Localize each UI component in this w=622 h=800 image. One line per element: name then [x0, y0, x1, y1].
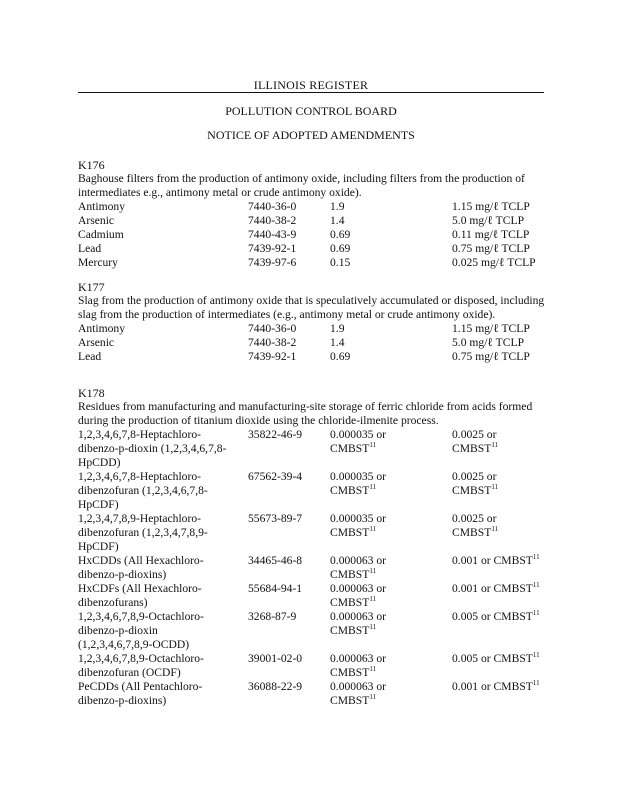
cas-number: 7439-92-1: [248, 242, 297, 255]
constituent-name: Antimony: [78, 200, 126, 213]
wastewater-standard: [330, 652, 452, 680]
cas-number-line: 3268-87-9: [248, 610, 297, 623]
cas-number-line: 55684-94-1: [248, 582, 303, 595]
constituent-name-line: dibenzofuran (1,2,3,4,7,8,9-: [78, 526, 208, 539]
constituent-name-line: dibenzo-p-dioxins): [78, 568, 167, 581]
table-row: [78, 350, 548, 364]
nonwastewater-standard-line: 0.001 or CMBST$^{11}$: [452, 553, 540, 567]
nonwastewater-standard: [452, 680, 548, 708]
constituent-name: Mercury: [78, 256, 118, 269]
waste-code: K178: [78, 386, 105, 400]
constituent-name-line: (1,2,3,4,6,7,8,9-OCDD): [78, 638, 190, 651]
constituent-name: [78, 512, 248, 554]
table-row: [78, 200, 548, 214]
notice-title: NOTICE OF ADOPTED AMENDMENTS: [207, 128, 415, 142]
table-row: [78, 610, 548, 652]
footnote-mark: 11: [369, 525, 377, 534]
constituent-name-line: 1,2,3,4,6,7,8-Heptachloro-: [78, 470, 201, 483]
header-rule: [78, 92, 544, 93]
nonwastewater-standard-line: 0.0025 or: [452, 428, 497, 441]
constituent-name-line: HxCDFs (All Hexachloro-: [78, 582, 202, 595]
constituent-name: [78, 610, 248, 652]
wastewater-standard-line: 0.000063 or: [330, 582, 387, 595]
waste-code: K176: [78, 158, 105, 172]
cas-number: 7439-92-1: [248, 350, 297, 363]
constituent-name: Arsenic: [78, 214, 115, 227]
constituent-name: [78, 582, 248, 610]
table-row: [78, 428, 548, 470]
footnote-mark: 11: [369, 595, 377, 604]
nonwastewater-standard: [452, 554, 548, 582]
wastewater-standard: 0.69: [330, 228, 351, 241]
wastewater-standard: 1.4: [330, 336, 345, 349]
constituent-name-line: dibenzofuran (OCDF): [78, 666, 181, 679]
wastewater-standard-line: CMBST$^{11}$: [330, 595, 377, 609]
constituent-name-line: HpCDF): [78, 540, 119, 553]
wastewater-standard: 1.9: [330, 322, 345, 335]
nonwastewater-standard-line: 0.005 or CMBST$^{11}$: [452, 609, 540, 623]
constituent-name-line: 1,2,3,4,6,7,8-Heptachloro-: [78, 428, 201, 441]
footnote-mark: 11: [491, 441, 499, 450]
wastewater-standard-line: CMBST$^{11}$: [330, 623, 377, 637]
wastewater-standard-line: 0.000063 or: [330, 554, 387, 567]
constituent-name-line: HpCDF): [78, 498, 119, 511]
wastewater-standard: [330, 610, 452, 652]
nonwastewater-standard-line: 0.001 or CMBST$^{11}$: [452, 581, 540, 595]
footnote-mark: 11: [369, 665, 377, 674]
footnote-mark: 11: [369, 441, 377, 450]
constituent-name-line: 1,2,3,4,6,7,8,9-Octachloro-: [78, 610, 204, 623]
wastewater-standard: [330, 680, 452, 708]
nonwastewater-standard-line: 0.005 or CMBST$^{11}$: [452, 651, 540, 665]
footnote-mark: 11: [369, 693, 377, 702]
board-name: POLLUTION CONTROL BOARD: [225, 104, 397, 118]
waste-description: Baghouse filters from the production of antimony oxide, including filters from the production of intermediates e.g., antimony metal or crude antimony oxide).: [78, 172, 525, 199]
constituent-name-line: 1,2,3,4,6,7,8,9-Octachloro-: [78, 652, 204, 665]
wastewater-standard: 1.4: [330, 214, 345, 227]
constituent-name: [78, 428, 248, 470]
register-title: ILLINOIS REGISTER: [253, 78, 369, 92]
table-row: [78, 582, 548, 610]
wastewater-standard-line: CMBST$^{11}$: [330, 483, 377, 497]
waste-section-k177: [78, 280, 548, 364]
nonwastewater-standard-line: CMBST$^{11}$: [452, 525, 499, 539]
cas-number: 7440-38-2: [248, 214, 297, 227]
wastewater-standard: [330, 582, 452, 610]
wastewater-standard-line: 0.000063 or: [330, 680, 387, 693]
nonwastewater-standard: 0.025 mg/ℓ TCLP: [452, 256, 536, 269]
nonwastewater-standard: [452, 610, 548, 652]
table-row: [78, 512, 548, 554]
k178-table: [78, 428, 548, 708]
wastewater-standard: [330, 512, 452, 554]
wastewater-standard-line: 0.000035 or: [330, 428, 387, 441]
nonwastewater-standard: [452, 652, 548, 680]
footnote-mark: 11: [491, 483, 499, 492]
nonwastewater-standard: 5.0 mg/ℓ TCLP: [452, 214, 525, 227]
nonwastewater-standard: 0.11 mg/ℓ TCLP: [452, 228, 530, 241]
wastewater-standard-line: 0.000035 or: [330, 470, 387, 483]
nonwastewater-standard: [452, 470, 548, 512]
constituent-name-line: dibenzofurans): [78, 596, 148, 609]
constituent-name: Lead: [78, 350, 102, 363]
footnote-mark: 11: [491, 525, 499, 534]
waste-description: Slag from the production of antimony oxide that is speculatively accumulated or disposed, including slag from the production of intermediates (e.g., antimony metal or crude antimony oxide).: [78, 294, 545, 321]
cas-number: [248, 554, 330, 582]
footnote-mark: 11: [532, 651, 540, 660]
cas-number-line: 34465-46-8: [248, 554, 303, 567]
wastewater-standard: 0.69: [330, 242, 351, 255]
nonwastewater-standard: 1.15 mg/ℓ TCLP: [452, 322, 530, 335]
constituent-name-line: 1,2,3,4,7,8,9-Heptachloro-: [78, 512, 201, 525]
cas-number: 7440-36-0: [248, 200, 297, 213]
footnote-mark: 11: [532, 679, 540, 688]
footnote-mark: 11: [532, 609, 540, 618]
nonwastewater-standard: 0.75 mg/ℓ TCLP: [452, 242, 530, 255]
nonwastewater-standard-line: 0.0025 or: [452, 512, 497, 525]
wastewater-standard-line: 0.000063 or: [330, 610, 387, 623]
constituent-name-line: dibenzo-p-dioxin: [78, 624, 158, 637]
wastewater-standard-line: CMBST$^{11}$: [330, 693, 377, 707]
wastewater-standard-line: CMBST$^{11}$: [330, 525, 377, 539]
constituent-name-line: dibenzo-p-dioxins): [78, 694, 167, 707]
cas-number: [248, 582, 330, 610]
cas-number: 7439-97-6: [248, 256, 297, 269]
constituent-name: Arsenic: [78, 336, 115, 349]
footnote-mark: 11: [532, 553, 540, 562]
footnote-mark: 11: [532, 581, 540, 590]
table-row: [78, 242, 548, 256]
constituent-name: Antimony: [78, 322, 126, 335]
constituent-name-line: HpCDD): [78, 456, 121, 469]
table-row: [78, 336, 548, 350]
nonwastewater-standard-line: 0.0025 or: [452, 470, 497, 483]
constituent-name: Cadmium: [78, 228, 124, 241]
constituent-name-line: dibenzo-p-dioxin (1,2,3,4,6,7,8-: [78, 442, 227, 455]
wastewater-standard-line: CMBST$^{11}$: [330, 441, 377, 455]
nonwastewater-standard-line: CMBST$^{11}$: [452, 441, 499, 455]
footnote-mark: 11: [369, 483, 377, 492]
table-row: [78, 228, 548, 242]
cas-number: 7440-43-9: [248, 228, 297, 241]
table-row: [78, 470, 548, 512]
nonwastewater-standard: 5.0 mg/ℓ TCLP: [452, 336, 525, 349]
constituent-name-line: PeCDDs (All Pentachloro-: [78, 680, 203, 693]
footnote-mark: 11: [369, 567, 377, 576]
constituent-name-line: dibenzofuran (1,2,3,4,6,7,8-: [78, 484, 208, 497]
cas-number: [248, 428, 330, 470]
table-row: [78, 680, 548, 708]
cas-number: [248, 470, 330, 512]
wastewater-standard: 0.15: [330, 256, 351, 269]
cas-number: 7440-38-2: [248, 336, 297, 349]
cas-number: [248, 610, 330, 652]
nonwastewater-standard: 1.15 mg/ℓ TCLP: [452, 200, 530, 213]
table-row: [78, 554, 548, 582]
constituent-name: [78, 652, 248, 680]
cas-number-line: 67562-39-4: [248, 470, 303, 483]
waste-description: Residues from manufacturing and manufacturing-site storage of ferric chloride from acids formed during the production of titanium dioxide using the chloride-ilmenite process.: [78, 400, 533, 427]
wastewater-standard-line: CMBST$^{11}$: [330, 665, 377, 679]
waste-section-k176: [78, 158, 548, 270]
waste-code: K177: [78, 280, 105, 294]
constituent-name-line: HxCDDs (All Hexachloro-: [78, 554, 204, 567]
wastewater-standard-line: 0.000063 or: [330, 652, 387, 665]
nonwastewater-standard-line: 0.001 or CMBST$^{11}$: [452, 679, 540, 693]
table-row: [78, 652, 548, 680]
wastewater-standard: [330, 554, 452, 582]
cas-number-line: 36088-22-9: [248, 680, 303, 693]
wastewater-standard: 0.69: [330, 350, 351, 363]
wastewater-standard-line: CMBST$^{11}$: [330, 567, 377, 581]
cas-number-line: 39001-02-0: [248, 652, 303, 665]
table-row: [78, 322, 548, 336]
cas-number-line: 55673-89-7: [248, 512, 303, 525]
cas-number: [248, 680, 330, 708]
constituent-name: [78, 554, 248, 582]
table-row: [78, 214, 548, 228]
constituent-name: [78, 470, 248, 512]
wastewater-standard: 1.9: [330, 200, 345, 213]
table-row: [78, 256, 548, 270]
cas-number: [248, 512, 330, 554]
wastewater-standard: [330, 428, 452, 470]
nonwastewater-standard: 0.75 mg/ℓ TCLP: [452, 350, 530, 363]
footnote-mark: 11: [369, 623, 377, 632]
nonwastewater-standard: [452, 582, 548, 610]
wastewater-standard: [330, 470, 452, 512]
wastewater-standard-line: 0.000035 or: [330, 512, 387, 525]
nonwastewater-standard: [452, 428, 548, 470]
constituent-name: [78, 680, 248, 708]
waste-section-k178: [78, 386, 548, 708]
cas-number-line: 35822-46-9: [248, 428, 303, 441]
nonwastewater-standard: [452, 512, 548, 554]
constituent-name: Lead: [78, 242, 102, 255]
cas-number: [248, 652, 330, 680]
nonwastewater-standard-line: CMBST$^{11}$: [452, 483, 499, 497]
cas-number: 7440-36-0: [248, 322, 297, 335]
